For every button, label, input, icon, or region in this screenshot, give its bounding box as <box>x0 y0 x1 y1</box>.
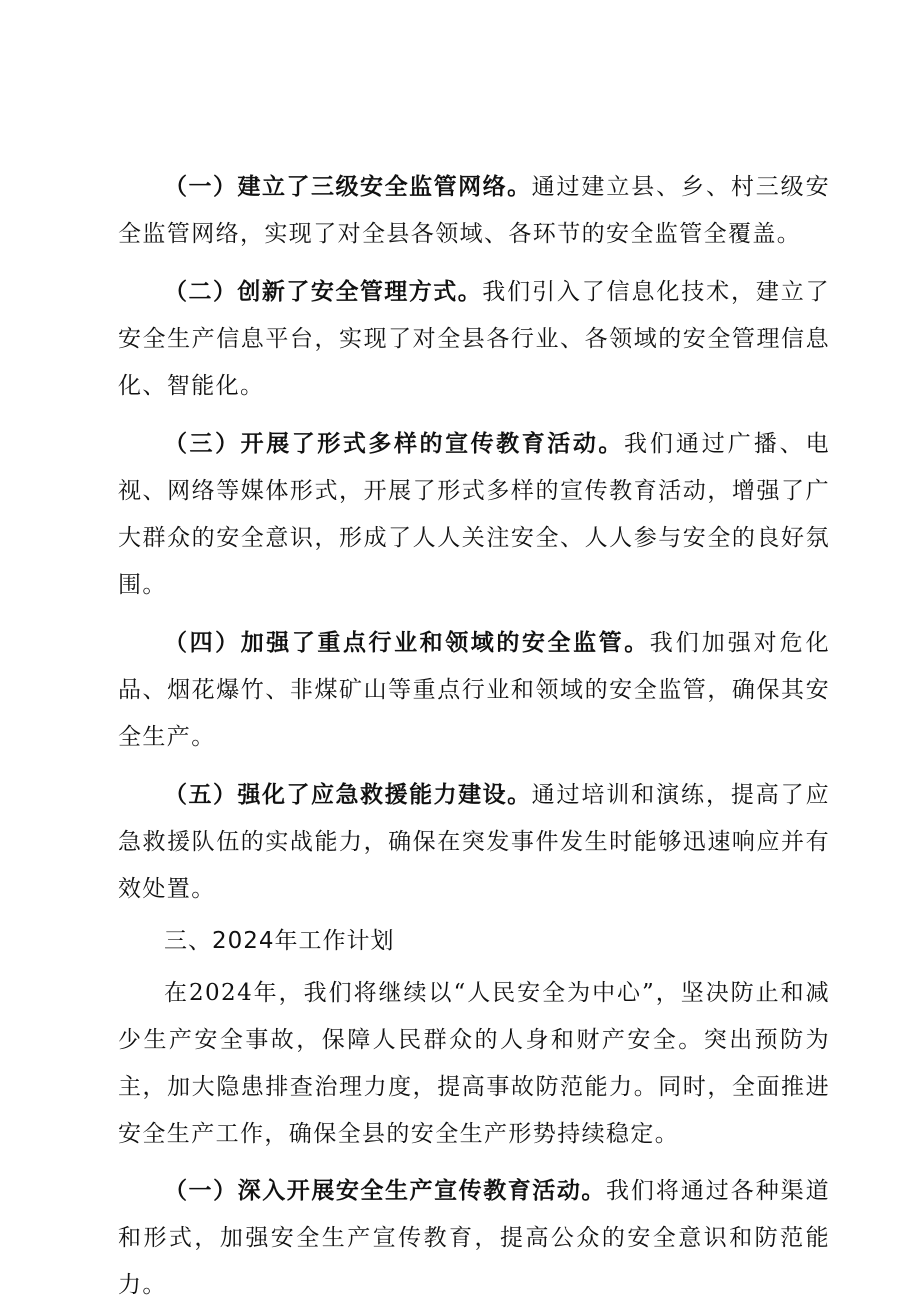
achievement-lead: （五）强化了应急救援能力建设。 <box>164 782 532 808</box>
achievement-paragraph-1 <box>118 164 830 258</box>
achievement-body: 通过建立县、乡、村三级安全监管网络，实现了对全县各领域、各环节的安全监管全覆盖。 <box>118 174 830 247</box>
achievement-lead: （一）建立了三级安全监管网络。 <box>164 174 532 200</box>
achievement-lead: （二）创新了安全管理方式。 <box>164 279 483 305</box>
achievement-body: 通过培训和演练，提高了应急救援队伍的实战能力，确保在突发事件发生时能够迅速响应并有效处置。 <box>118 782 830 902</box>
plan-item-lead: （一）深入开展安全生产宣传教育活动。 <box>164 1178 606 1204</box>
achievement-body: 我们加强对危化品、烟花爆竹、非煤矿山等重点行业和领域的安全监管，确保其安全生产。 <box>118 630 831 750</box>
achievement-lead: （三）开展了形式多样的宣传教育活动。 <box>164 431 624 457</box>
achievement-paragraph-4 <box>118 620 830 761</box>
achievement-paragraph-3 <box>118 421 830 609</box>
plan-item-body: 我们将通过各种渠道和形式，加强安全生产宣传教育，提高公众的安全意识和防范能力。 <box>118 1178 830 1298</box>
achievement-paragraph-5 <box>118 772 830 913</box>
achievement-body: 我们引入了信息化技术，建立了安全生产信息平台，实现了对全县各行业、各领域的安全管理信息化、智能化。 <box>118 279 830 399</box>
section-heading: 三、2024年工作计划 <box>164 928 395 954</box>
plan-item-paragraph-1 <box>118 1168 830 1309</box>
document-body <box>118 164 830 1309</box>
achievement-body: 我们通过广播、电视、网络等媒体形式，开展了形式多样的宣传教育活动，增强了广大群众的安全意识，形成了人人关注安全、人人参与安全的良好氛围。 <box>118 431 831 598</box>
achievement-lead: （四）加强了重点行业和领域的安全监管。 <box>164 630 650 656</box>
achievement-paragraph-2 <box>118 269 830 410</box>
plan-intro-paragraph: 在2024年，我们将继续以“人民安全为中心”，坚决防止和减少生产安全事故，保障人民群众的人身和财产安全。突出预防为主，加大隐患排查治理力度，提高事故防范能力。同时，全面推进安全生产工作，确保全县的安全生产形势持续稳定。 <box>118 980 830 1147</box>
